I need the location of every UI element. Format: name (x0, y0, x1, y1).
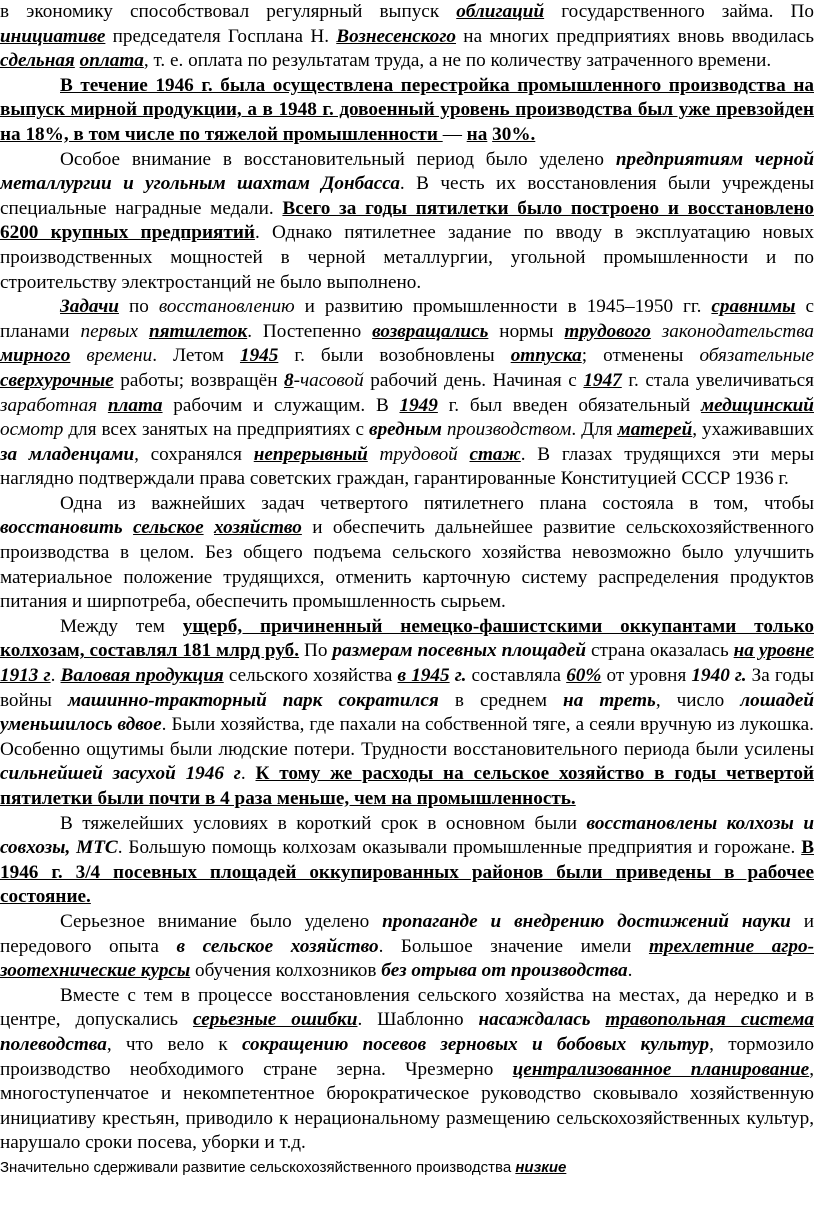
text-run: инициативе (0, 25, 106, 47)
text-run: За годы войны (0, 665, 815, 711)
text-run: времени (86, 345, 153, 367)
text-run: ; отменены (581, 345, 700, 367)
text-run: заработная (0, 394, 98, 416)
text-run: облигаций (456, 1, 545, 22)
text-run: , тормозило производство необходимого стране зерна. Чрезмерно (0, 1033, 814, 1080)
text-run: централизованное планирование (512, 1058, 810, 1080)
text-run: без отрыва от производства (381, 960, 628, 982)
paragraph-6 (0, 615, 814, 812)
text-run: — (442, 123, 467, 145)
text-run: , т. е. оплата по результатам труда, а не по количеству затраченного времени. (143, 50, 772, 72)
text-run: в 1945 (397, 665, 450, 687)
text-run: . Были хозяйства, где пахали на собственной тяге, а сеяли вручную из лукошка. Особенно ощутимы были людские потери. Трудности восстановительного периода были усилены (0, 714, 814, 760)
text-run: . В глазах трудящихся эти меры наглядно подтверждали права советских граждан, гарантированные Конституцией СССР 1936 г. (0, 443, 815, 490)
text-run: полеводства (0, 1033, 107, 1055)
text-run: 1949 (399, 394, 438, 416)
paragraph-1 (0, 0, 814, 74)
text-run: г. (454, 665, 467, 687)
text-run: возвращались (372, 320, 489, 342)
text-run: . (627, 960, 633, 982)
text-run: отпуска (510, 345, 582, 367)
text-run: законодательства (661, 320, 815, 342)
text-run: . Летом (152, 345, 240, 367)
text-run: по (118, 296, 159, 318)
text-run: от уровня (601, 665, 692, 687)
text-run: за младенцами (0, 443, 135, 465)
text-run: оплата (79, 50, 144, 72)
text-run: Серьезное внимание было уделено (60, 910, 383, 932)
text-run: травопольная система (605, 1009, 815, 1031)
text-run: на (466, 123, 488, 145)
text-run: 1945 (239, 345, 279, 367)
text-run: 30%. (492, 123, 536, 145)
text-run: непрерывный (253, 443, 368, 465)
text-run: . Большое значение имели (378, 935, 649, 957)
text-run: мирного (0, 345, 71, 367)
text-run: Валовая продукция (60, 665, 224, 687)
text-run: сельское (133, 517, 204, 539)
text-run: , что вело к (106, 1033, 242, 1055)
text-run: трудовой (379, 443, 458, 465)
text-run: сдельная (0, 50, 75, 72)
text-run: . (50, 665, 61, 687)
text-run: . Однако пятилетнее задание по вводу в эксплуатацию новых производственных мощностей в черной металлургии, угольной промышленности и по строительству электростанций не было выполнено. (0, 222, 814, 293)
paragraph-2 (0, 74, 814, 148)
text-run: на уровне 1913 г (0, 640, 815, 687)
text-run: По (299, 640, 333, 662)
text-run: вредным (369, 419, 442, 441)
text-run (138, 321, 149, 342)
paragraph-3 (0, 148, 814, 296)
text-run: лошадей уменьшилось вдвое (0, 689, 815, 736)
text-run: - (293, 369, 301, 391)
text-run: с планами (0, 296, 814, 342)
text-run: 8 (284, 369, 294, 391)
text-run: и обеспечить дальнейшее развитие сельскохозяйственного производства в целом. Без общего подъема сельского хозяйства невозможно было улучшить материальное положение трудящихся, отменить карточную систему распределения продуктов питания и ширпотреба, обеспечить промышленность сырьем. (0, 517, 815, 613)
last-line-text: Значительно сдерживали развитие сельскохозяйственного производства (0, 1158, 516, 1176)
text-run: г. были возобновлены (278, 345, 511, 367)
text-run (368, 444, 380, 465)
text-run: , ухаживавших (692, 419, 815, 441)
text-run (123, 517, 133, 538)
text-run: рабочий день. Начиная с (363, 369, 584, 391)
text-run: , многоступенчатое и некомпетентное бюрократическое руководство сковывало хозяйственную инициативу крестьян, приводило к нерациональному размещению сельскохозяйственных культур, нарушало сроки посева, уборки и т.д. (0, 1058, 814, 1154)
text-run: восстановлению (158, 296, 295, 318)
text-run: на многих предприятиях вновь вводилась (456, 25, 814, 47)
text-run: хозяйство (213, 517, 302, 539)
text-run: В 1946 г. 3/4 посевных площадей оккупированных районов были приведены в рабочее состояние. (0, 837, 814, 908)
text-run: К тому же расходы на сельское хозяйство в годы четвертой пятилетки были почти в 4 раза меньше, чем на промышленность. (0, 763, 814, 809)
text-run: председателя Госплана Н. (105, 25, 337, 47)
text-run: часовой (300, 369, 364, 391)
text-run: Между тем (60, 615, 183, 637)
text-run: в экономику способствовал регулярный выпуск (0, 1, 457, 22)
text-run: размерам посевных площадей (332, 640, 587, 662)
text-run: предприятиям черной металлургии и угольным шахтам Донбасса (0, 148, 814, 195)
text-run: машинно-тракторный парк сократился (68, 689, 439, 711)
text-run: Всего за годы пятилетки было построено и восстановлено 6200 крупных предприятий (0, 197, 814, 244)
text-run: матерей (617, 419, 693, 441)
text-run: , число (655, 689, 741, 711)
text-run: страна оказалась (586, 640, 734, 662)
paragraph-7 (0, 812, 814, 910)
text-run: 1947 (583, 369, 622, 391)
text-run: в сельское хозяйство (176, 935, 379, 957)
text-run (204, 517, 214, 538)
text-run: и передового опыта (0, 910, 814, 957)
text-run: обязательные (699, 345, 815, 367)
text-run (651, 321, 662, 342)
text-run: Вознесенского (336, 25, 457, 47)
text-run: государственного займа. По (544, 1, 814, 22)
text-run: . Шаблонно (357, 1009, 479, 1031)
text-run: осмотр (0, 419, 64, 441)
text-run: . Постепенно (247, 320, 373, 342)
text-run: , сохранялся (134, 443, 254, 465)
text-run: сельского хозяйства (223, 665, 398, 687)
text-run: нормы (488, 320, 565, 342)
text-run: . Большую помощь колхозам оказывали промышленные предприятия и горожане. (117, 837, 802, 859)
text-run: В течение 1946 г. была осуществлена перестройка промышленного производства на выпуск мирной продукции, а в 1948 г. довоенный уровень производства был уже превзойден на 18%, в том числе по тяжелой промышленности (0, 74, 814, 145)
text-run: насаждалась (478, 1009, 591, 1031)
text-run: Вместе с тем в процессе восстановления сельского хозяйства на местах, да нередко и в центре, допускались (0, 984, 814, 1031)
text-run: сравнимы (711, 296, 796, 318)
text-run: 60% (566, 665, 602, 687)
text-run (97, 395, 108, 416)
text-run: пропаганде и внедрению достижений науки (382, 910, 791, 932)
text-run: 1940 г. (691, 665, 747, 687)
text-run: и развитию промышленности в 1945–1950 гг. (294, 296, 712, 318)
text-run: для всех занятых на предприятиях с (63, 419, 370, 441)
text-run: на треть (563, 689, 656, 711)
text-run (70, 345, 86, 366)
paragraph-4 (0, 295, 814, 492)
text-run: трудового (564, 320, 651, 342)
text-run: первых (80, 320, 139, 342)
text-run: восстановлены колхозы и совхозы, МТС (0, 812, 814, 859)
text-run: обучения колхозников (190, 960, 382, 982)
paragraph-last-line (0, 1158, 814, 1178)
text-run: В тяжелейших условиях в короткий срок в основном были (60, 812, 587, 834)
text-run: ущерб, причиненный немецко-фашистскими оккупантами только колхозам, составлял 181 млрд руб. (0, 615, 814, 662)
text-run: сокращению посевов зерновых и бобовых культур (241, 1033, 710, 1055)
text-run: Задачи (60, 296, 119, 318)
text-run: рабочим и служащим. В (162, 394, 400, 416)
text-run (590, 1009, 605, 1030)
text-run: г. был введен обязательный (437, 394, 702, 416)
text-run: . Для (571, 419, 618, 441)
last-line-emphasis: низкие (515, 1158, 567, 1176)
text-run: . В честь их восстановления были учреждены специальные наградные медали. (0, 173, 815, 219)
text-run: в среднем (438, 689, 564, 711)
text-run: сильнейшей засухой 1946 г (0, 763, 241, 785)
text-run: составляла (466, 665, 567, 687)
text-run: Одна из важнейших задач четвертого пятилетнего плана состояла в том, чтобы (60, 492, 814, 514)
text-run: . (240, 763, 256, 785)
text-run: медицинский (701, 394, 814, 416)
text-run: работы; возвращён (113, 369, 285, 391)
text-run: г. стала увеличиваться (621, 369, 814, 391)
text-run: производством (446, 419, 572, 441)
text-run: стаж (469, 443, 521, 465)
text-run: Особое внимание в восстановительный период было уделено (60, 148, 616, 170)
paragraph-8 (0, 910, 814, 984)
text-run: трехлетние агро-зоотехнические курсы (0, 935, 814, 982)
text-run: плата (107, 394, 163, 416)
text-run: сверхурочные (0, 369, 114, 391)
paragraph-5 (0, 492, 814, 615)
text-run: серьезные ошибки (192, 1009, 358, 1031)
text-run: восстановить (0, 517, 123, 539)
text-run (458, 444, 470, 465)
text-run: пятилеток (148, 320, 248, 342)
paragraph-9 (0, 984, 814, 1156)
